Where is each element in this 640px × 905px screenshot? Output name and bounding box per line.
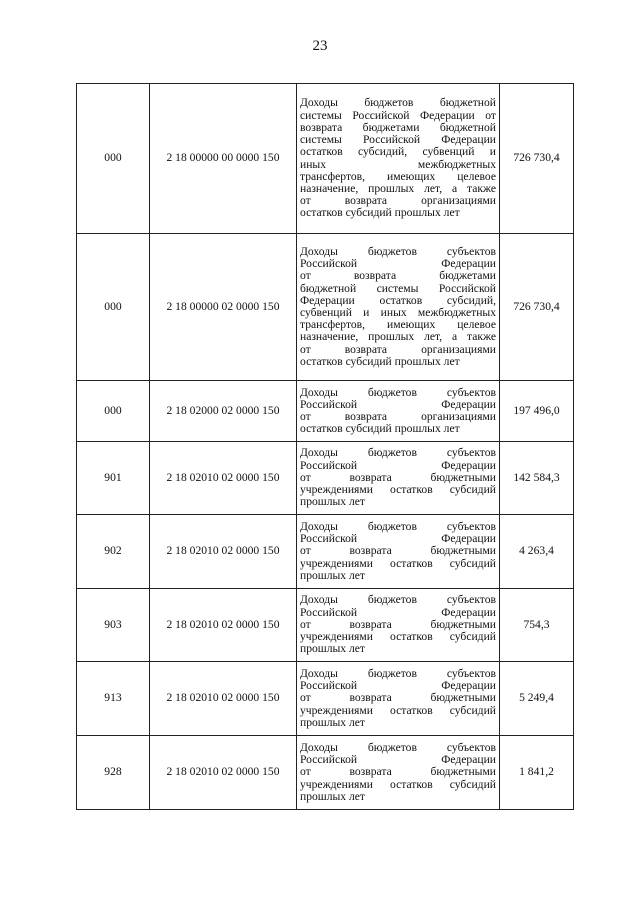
table-row [77, 515, 574, 589]
table-row [77, 589, 574, 662]
kbk-code-cell: 2 18 02010 02 0000 150 [150, 442, 297, 515]
description-line: системы Российской Федерации [300, 133, 496, 147]
description-line: учреждениями остатков субсидий [300, 703, 496, 717]
table-row [77, 442, 574, 515]
description-line: от возврата бюджетами [300, 269, 496, 283]
description-line: Доходы бюджетов субъектов [300, 446, 496, 460]
admin-code-cell: 902 [77, 515, 150, 589]
description-line: Доходы бюджетов субъектов [300, 740, 496, 754]
description-line: от возврата бюджетными [300, 765, 496, 779]
description-cell [297, 381, 500, 442]
budget-revenue-table [76, 83, 574, 810]
amount-cell: 4 263,4 [500, 515, 574, 589]
table-body [77, 84, 574, 810]
description-line: возврата бюджетами бюджетной [300, 120, 496, 134]
description-line: учреждениями остатков субсидий [300, 630, 496, 644]
kbk-code-cell: 2 18 00000 02 0000 150 [150, 234, 297, 381]
amount-cell: 754,3 [500, 589, 574, 662]
table-row [77, 234, 574, 381]
amount-cell: 5 249,4 [500, 662, 574, 736]
description-line: прошлых лет [300, 789, 365, 803]
description-line: учреждениями остатков субсидий [300, 556, 496, 570]
table-row [77, 84, 574, 234]
description-cell [297, 515, 500, 589]
description-line: остатков субсидий прошлых лет [300, 354, 460, 368]
description-line: Федерации остатков субсидий, [300, 293, 496, 307]
description-line: назначение, прошлых лет, а также [300, 181, 496, 195]
description-line: Российской Федерации [300, 753, 496, 767]
description-line: прошлых лет [300, 568, 365, 582]
description-line: от возврата бюджетными [300, 617, 496, 631]
amount-cell: 726 730,4 [500, 234, 574, 381]
table-row [77, 736, 574, 810]
kbk-code-cell: 2 18 02010 02 0000 150 [150, 515, 297, 589]
description-line: остатков субсидий прошлых лет [300, 206, 460, 220]
description-cell [297, 442, 500, 515]
description-line: системы Российской Федерации от [300, 108, 496, 122]
admin-code-cell: 000 [77, 381, 150, 442]
amount-cell: 142 584,3 [500, 442, 574, 515]
description-line: Российской Федерации [300, 458, 496, 472]
description-cell [297, 589, 500, 662]
description-line: трансфертов, имеющих целевое [300, 318, 496, 332]
description-cell [297, 662, 500, 736]
table-row [77, 662, 574, 736]
description-line: прошлых лет [300, 495, 365, 509]
page-number: 23 [312, 38, 328, 54]
description-line: Доходы бюджетов бюджетной [300, 96, 496, 110]
description-line: Российской Федерации [300, 397, 496, 411]
description-line: Доходы бюджетов субъектов [300, 593, 496, 607]
amount-cell: 1 841,2 [500, 736, 574, 810]
description-line: прошлых лет [300, 715, 365, 729]
kbk-code-cell: 2 18 00000 00 0000 150 [150, 84, 297, 234]
kbk-code-cell: 2 18 02010 02 0000 150 [150, 589, 297, 662]
description-line: от возврата бюджетными [300, 544, 496, 558]
description-line: от возврата бюджетными [300, 470, 496, 484]
description-line: иных межбюджетных [300, 157, 496, 171]
description-line: от возврата организациями [300, 342, 496, 356]
description-line: трансфертов, имеющих целевое [300, 169, 496, 183]
kbk-code-cell: 2 18 02010 02 0000 150 [150, 662, 297, 736]
description-line: от возврата бюджетными [300, 691, 496, 705]
amount-cell: 197 496,0 [500, 381, 574, 442]
kbk-code-cell: 2 18 02010 02 0000 150 [150, 736, 297, 810]
description-line: Доходы бюджетов субъектов [300, 519, 496, 533]
admin-code-cell: 000 [77, 234, 150, 381]
description-line: Доходы бюджетов субъектов [300, 244, 496, 258]
description-line: Доходы бюджетов субъектов [300, 385, 496, 399]
description-line: остатков субсидий прошлых лет [300, 422, 460, 436]
description-cell [297, 234, 500, 381]
amount-cell: 726 730,4 [500, 84, 574, 234]
description-line: бюджетной системы Российской [300, 281, 496, 295]
description-line: учреждениями остатков субсидий [300, 777, 496, 791]
description-line: от возврата организациями [300, 410, 496, 423]
description-line: от возврата организациями [300, 194, 496, 208]
description-line: назначение, прошлых лет, а также [300, 330, 496, 344]
description-line: Российской Федерации [300, 605, 496, 619]
description-line: Российской Федерации [300, 679, 496, 693]
admin-code-cell: 928 [77, 736, 150, 810]
description-line: остатков субсидий, субвенций и [300, 145, 496, 159]
table-row [77, 381, 574, 442]
description-line: Российской Федерации [300, 532, 496, 546]
description-line: прошлых лет [300, 642, 365, 656]
admin-code-cell: 913 [77, 662, 150, 736]
kbk-code-cell: 2 18 02000 02 0000 150 [150, 381, 297, 442]
admin-code-cell: 901 [77, 442, 150, 515]
description-line: субвенций и иных межбюджетных [300, 306, 496, 319]
description-line: Российской Федерации [300, 257, 496, 271]
description-line: учреждениями остатков субсидий [300, 483, 496, 497]
admin-code-cell: 903 [77, 589, 150, 662]
description-cell [297, 736, 500, 810]
admin-code-cell: 000 [77, 84, 150, 234]
description-line: Доходы бюджетов субъектов [300, 666, 496, 680]
description-cell [297, 84, 500, 234]
